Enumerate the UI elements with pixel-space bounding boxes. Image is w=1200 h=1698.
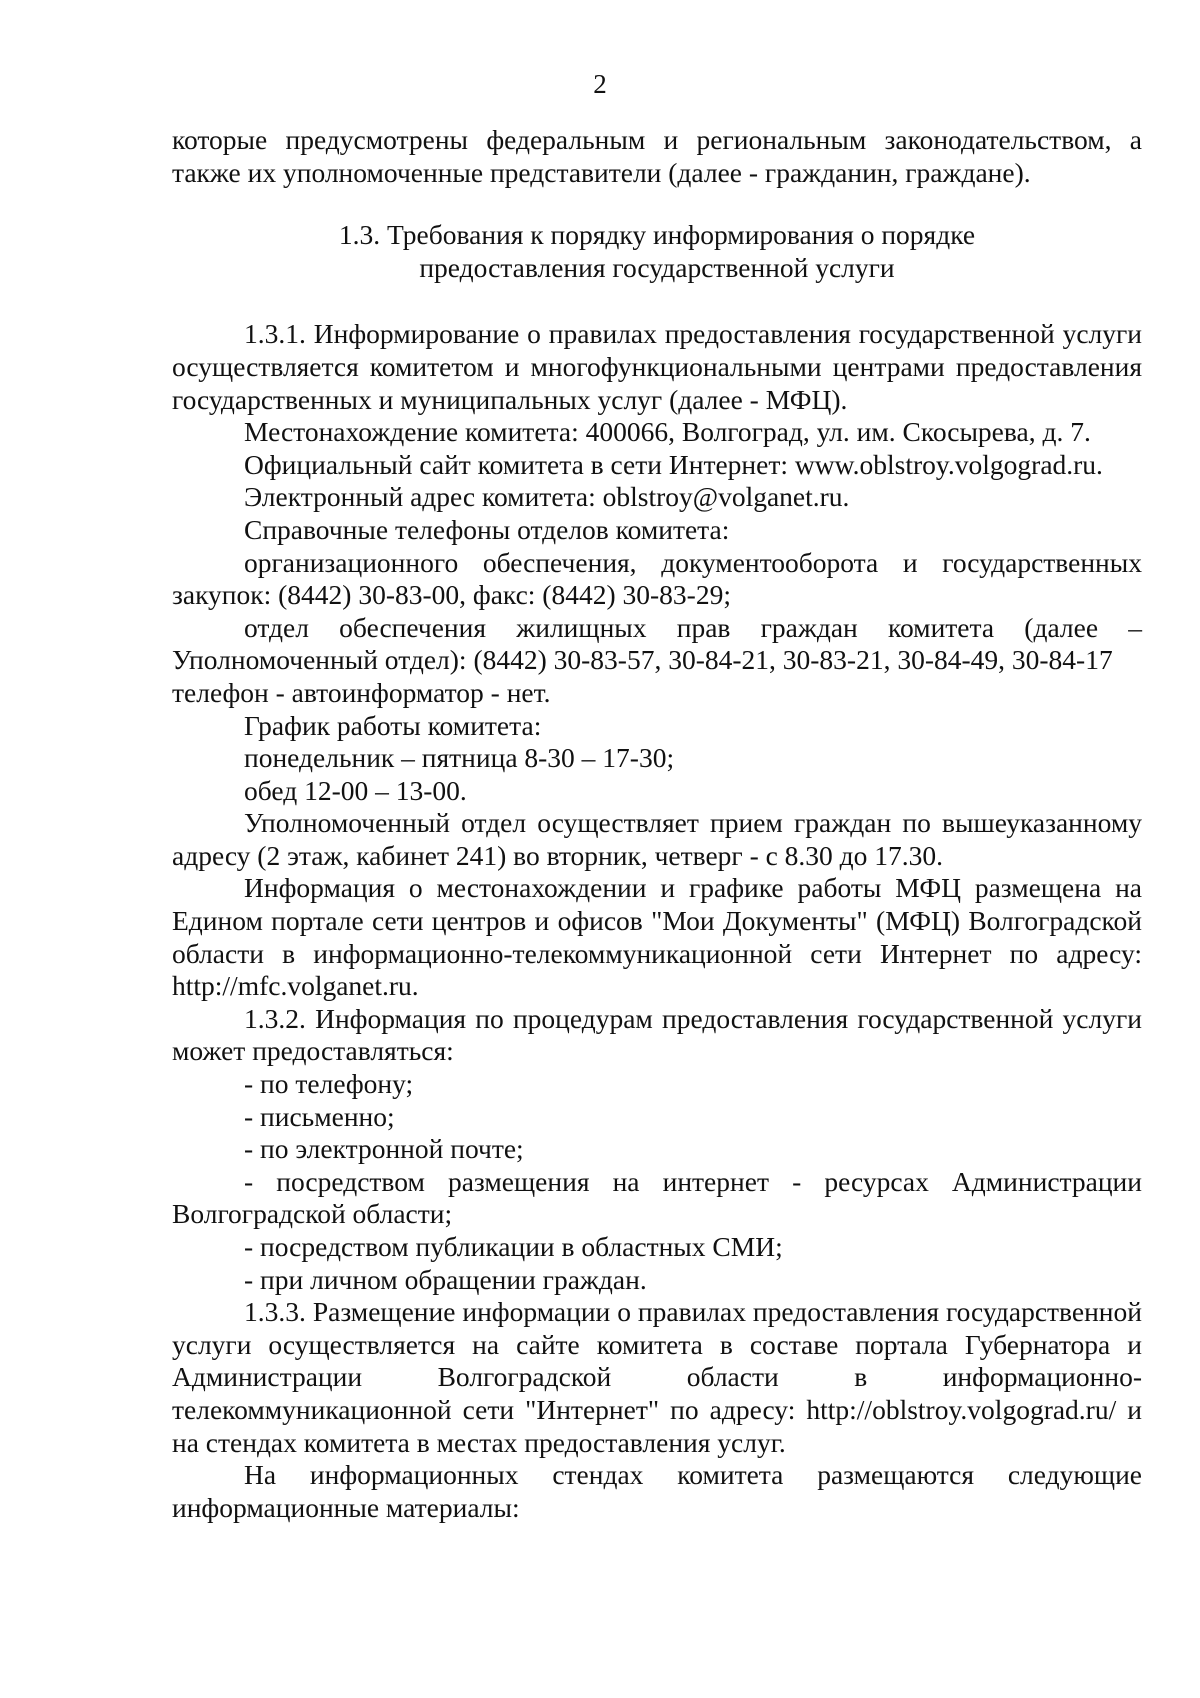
page-number: 2 — [593, 69, 607, 99]
paragraph-stands: На информационных стендах комитета размещаются следующие информационные материалы: — [172, 1459, 1142, 1523]
paragraph-reception: Уполномоченный отдел осуществляет прием граждан по вышеуказанному адресу (2 этаж, кабинет 241) во вторник, четверг - с 8.30 до 17.30. — [172, 807, 1142, 871]
section-heading-line-1: 1.3. Требования к порядку информирования о порядке — [338, 219, 976, 251]
paragraph-1-3-3: 1.3.3. Размещение информации о правилах предоставления государственной услуги осуществляется на сайте комитета в составе портала Губернатора и Администрации Волгоградской области в информационно-телекоммуникационной сети "Интернет" по адресу: http://oblstroy.volgograd.ru/ и на стендах комитета в местах предоставления услуг. — [172, 1296, 1142, 1458]
list-item-internet: - посредством размещения на интернет - ресурсах Администрации Волгоградской области; — [172, 1165, 1142, 1230]
list-item-personal: - при личном обращении граждан. — [244, 1263, 647, 1295]
list-item-email: - по электронной почте; — [244, 1133, 524, 1165]
list-item-phone: - по телефону; — [244, 1068, 414, 1100]
paragraph-email: Электронный адрес комитета: oblstroy@volganet.ru. — [244, 481, 850, 513]
paragraph-schedule-lunch: обед 12-00 – 13-00. — [244, 774, 467, 806]
list-item-written: - письменно; — [244, 1100, 395, 1132]
paragraph-location: Местонахождение комитета: 400066, Волгоград, ул. им. Скосырева, д. 7. — [244, 416, 1091, 448]
paragraph-phones-heading: Справочные телефоны отделов комитета: — [244, 513, 730, 545]
paragraph-autoinformer: телефон - автоинформатор - нет. — [172, 676, 551, 708]
document-body — [172, 124, 1142, 1524]
paragraph-schedule-heading: График работы комитета: — [244, 709, 542, 741]
paragraph-housing-dept-phones: отдел обеспечения жилищных прав граждан комитета (далее – Уполномоченный отдел): (8442) 30-83-57, 30-84-21, 30-83-21, 30-84-49, 30-84-17 — [172, 611, 1142, 676]
paragraph-schedule-weekdays: понедельник – пятница 8-30 – 17-30; — [244, 742, 675, 774]
paragraph-1-3-1: 1.3.1. Информирование о правилах предоставления государственной услуги осуществляется комитетом и многофункциональными центрами предоставления государственных и муниципальных услуг (далее - МФЦ). — [172, 318, 1142, 415]
paragraph-mfc-info: Информация о местонахождении и графике работы МФЦ размещена на Едином портале сети центров и офисов "Мои Документы" (МФЦ) Волгоградской области в информационно-телекоммуникационной сети Интернет по адресу: http://mfc.volganet.ru. — [172, 872, 1142, 1002]
paragraph-1-3-2: 1.3.2. Информация по процедурам предоставления государственной услуги может предоставляться: — [172, 1002, 1142, 1067]
section-heading-line-2: предоставления государственной услуги — [419, 251, 895, 283]
intro-paragraph: которые предусмотрены федеральным и региональным законодательством, а также их уполномоченные представители (далее - гражданин, граждане). — [172, 124, 1142, 188]
paragraph-website: Официальный сайт комитета в сети Интернет: www.oblstroy.volgograd.ru. — [244, 448, 1103, 480]
list-item-media: - посредством публикации в областных СМИ; — [244, 1231, 783, 1262]
section-heading — [172, 219, 1142, 284]
paragraph-org-phones: организационного обеспечения, документооборота и государственных закупок: (8442) 30-83-00, факс: (8442) 30-83-29; — [172, 546, 1142, 611]
